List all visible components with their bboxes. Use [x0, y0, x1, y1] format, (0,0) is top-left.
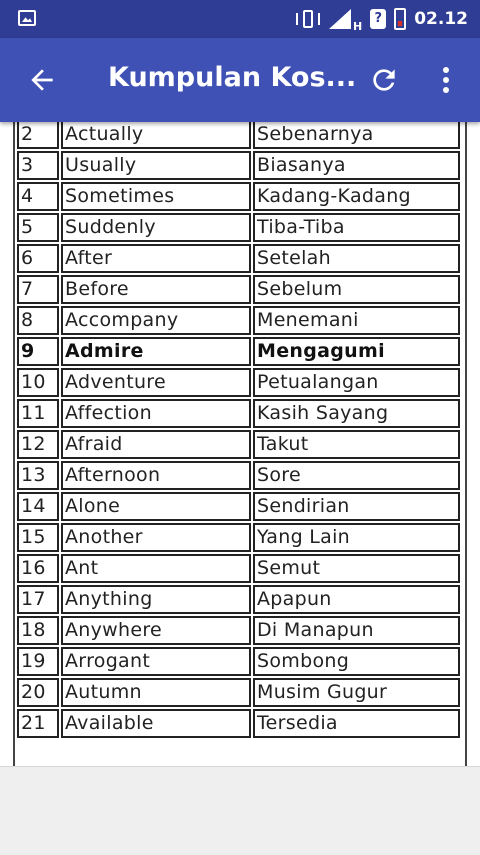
indonesian-word: Kasih Sayang: [253, 399, 460, 428]
english-word: Another: [61, 523, 251, 552]
table-row: [17, 709, 460, 738]
indonesian-word: Sombong: [253, 647, 460, 676]
row-number: 5: [17, 213, 59, 242]
indonesian-word: Tiba-Tiba: [253, 213, 460, 242]
vocabulary-content[interactable]: [0, 122, 480, 766]
table-row: [17, 399, 460, 428]
english-word: Anywhere: [61, 616, 251, 645]
indonesian-word: Sebelum: [253, 275, 460, 304]
table-row: [17, 430, 460, 459]
english-word: Usually: [61, 151, 251, 180]
table-row: [17, 616, 460, 645]
indonesian-word: Apapun: [253, 585, 460, 614]
table-row: [17, 368, 460, 397]
table-row: [17, 492, 460, 521]
row-number: 15: [17, 523, 59, 552]
english-word: Before: [61, 275, 251, 304]
row-number: 19: [17, 647, 59, 676]
bottom-area: [0, 766, 480, 855]
row-number: 18: [17, 616, 59, 645]
signal-icon: [329, 9, 351, 29]
english-word: Arrogant: [61, 647, 251, 676]
table-row: [17, 306, 460, 335]
indonesian-word: Petualangan: [253, 368, 460, 397]
indonesian-word: Musim Gugur: [253, 678, 460, 707]
indonesian-word: Semut: [253, 554, 460, 583]
table-row: [17, 182, 460, 211]
table-row: [17, 337, 460, 366]
row-number: 7: [17, 275, 59, 304]
indonesian-word: Yang Lain: [253, 523, 460, 552]
status-icons: [295, 6, 468, 32]
indonesian-word: Biasanya: [253, 151, 460, 180]
english-word: Affection: [61, 399, 251, 428]
english-word: Accompany: [61, 306, 251, 335]
english-word: Adventure: [61, 368, 251, 397]
table-row: [17, 151, 460, 180]
row-number: 11: [17, 399, 59, 428]
english-word: Actually: [61, 122, 251, 149]
indonesian-word: Menemani: [253, 306, 460, 335]
row-number: 13: [17, 461, 59, 490]
english-word: Afternoon: [61, 461, 251, 490]
row-number: 17: [17, 585, 59, 614]
table-row: [17, 244, 460, 273]
english-word: Anything: [61, 585, 251, 614]
table-row: [17, 554, 460, 583]
status-clock: 02.12: [414, 9, 468, 29]
status-bar: [0, 0, 480, 38]
row-number: 9: [17, 337, 59, 366]
english-word: Autumn: [61, 678, 251, 707]
indonesian-word: Tersedia: [253, 709, 460, 738]
english-word: After: [61, 244, 251, 273]
vocabulary-table: [15, 122, 462, 740]
table-row: [17, 275, 460, 304]
indonesian-word: Setelah: [253, 244, 460, 273]
row-number: 14: [17, 492, 59, 521]
refresh-icon[interactable]: [368, 64, 400, 96]
row-number: 8: [17, 306, 59, 335]
table-row: [17, 461, 460, 490]
english-word: Admire: [61, 337, 251, 366]
row-number: 6: [17, 244, 59, 273]
row-number: 4: [17, 182, 59, 211]
indonesian-word: Takut: [253, 430, 460, 459]
indonesian-word: Di Manapun: [253, 616, 460, 645]
more-vert-icon[interactable]: [434, 64, 458, 96]
english-word: Afraid: [61, 430, 251, 459]
row-number: 3: [17, 151, 59, 180]
page-title: Kumpulan Kos...: [108, 62, 357, 93]
indonesian-word: Mengagumi: [253, 337, 460, 366]
row-number: 12: [17, 430, 59, 459]
gallery-icon: [18, 10, 36, 26]
row-number: 20: [17, 678, 59, 707]
app-bar: [0, 38, 480, 122]
english-word: Ant: [61, 554, 251, 583]
table-row: [17, 585, 460, 614]
indonesian-word: Sendirian: [253, 492, 460, 521]
english-word: Sometimes: [61, 182, 251, 211]
row-number: 21: [17, 709, 59, 738]
table-row: [17, 122, 460, 149]
row-number: 2: [17, 122, 59, 149]
back-arrow-icon[interactable]: [26, 64, 58, 96]
table-row: [17, 678, 460, 707]
indonesian-word: Sebenarnya: [253, 122, 460, 149]
table-row: [17, 647, 460, 676]
table-row: [17, 213, 460, 242]
indonesian-word: Sore: [253, 461, 460, 490]
vibrate-icon: [295, 9, 321, 29]
table-row: [17, 523, 460, 552]
english-word: Suddenly: [61, 213, 251, 242]
indonesian-word: Kadang-Kadang: [253, 182, 460, 211]
network-type: H: [353, 19, 363, 33]
english-word: Alone: [61, 492, 251, 521]
row-number: 16: [17, 554, 59, 583]
english-word: Available: [61, 709, 251, 738]
sim-icon: ?: [370, 9, 386, 29]
row-number: 10: [17, 368, 59, 397]
battery-icon: [394, 8, 406, 30]
